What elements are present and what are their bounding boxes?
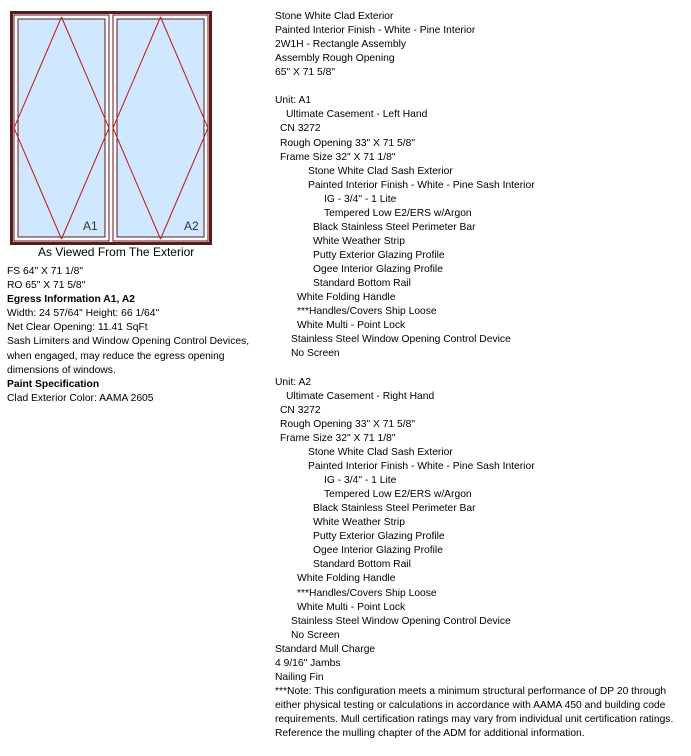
unit-type: Ultimate Casement - Left Hand [286, 109, 428, 121]
footer-line: Nailing Fin [275, 671, 324, 683]
unit-sash-interior: Painted Interior Finish - White - Pine Sash Interior [308, 460, 535, 472]
egress-heading: Egress Information A1, A2 [7, 294, 135, 306]
unit-lock: White Multi - Point Lock [297, 601, 406, 613]
unit-sash-exterior: Stone White Clad Sash Exterior [308, 446, 453, 458]
unit-screen: No Screen [291, 629, 340, 641]
unit-cn: CN 3272 [280, 404, 321, 416]
view-caption: As Viewed From The Exterior [38, 245, 195, 259]
unit-ext-glazing: Putty Exterior Glazing Profile [313, 250, 445, 262]
unit-frame-size: Frame Size 32" X 71 1/8" [280, 432, 396, 444]
glass-pane-a2 [117, 19, 204, 237]
unit-section-a1 [275, 94, 687, 361]
unit-ig: IG - 3/4" - 1 Lite [324, 193, 397, 205]
unit-glass: Tempered Low E2/ERS w/Argon [324, 489, 472, 501]
sash-a1 [14, 15, 109, 241]
rough-opening-line: RO 65" X 71 5/8" [7, 280, 86, 292]
unit-int-glazing: Ogee Interior Glazing Profile [313, 264, 443, 276]
structural-note: ***Note: This configuration meets a minimum structural performance of DP 20 through either physical testing or calculations in accordance with AAMA 450 and building code requirements. Mull certification ratings may vary from individual unit certification ratings. Reference the mulling chapter of the ADM for additional information. [275, 685, 674, 740]
unit-handle-note: ***Handles/Covers Ship Loose [297, 587, 437, 599]
unit-bottom-rail: Standard Bottom Rail [313, 559, 411, 571]
unit-type: Ultimate Casement - Right Hand [286, 390, 435, 402]
clad-exterior-color: Clad Exterior Color: AAMA 2605 [7, 392, 154, 404]
frame-size-line: FS 64" X 71 1/8" [7, 266, 83, 277]
unit-sash-interior: Painted Interior Finish - White - Pine Sash Interior [308, 179, 535, 191]
unit-int-glazing: Ogee Interior Glazing Profile [313, 545, 443, 557]
unit-sash-exterior: Stone White Clad Sash Exterior [308, 165, 453, 177]
unit-control-device: Stainless Steel Window Opening Control Device [291, 615, 511, 627]
window-elevation-drawing [10, 11, 212, 245]
spacer [275, 80, 687, 94]
unit-rough-opening: Rough Opening 33" X 71 5/8" [280, 418, 415, 430]
unit-label: Unit: A1 [275, 95, 312, 107]
unit-bottom-rail: Standard Bottom Rail [313, 278, 411, 290]
unit-section-a2 [275, 376, 687, 643]
footer-line: Standard Mull Charge [275, 643, 376, 655]
unit-weather-strip: White Weather Strip [313, 235, 405, 247]
unit-lock: White Multi - Point Lock [297, 320, 406, 332]
sash-label-a2: A2 [184, 219, 199, 233]
unit-glass: Tempered Low E2/ERS w/Argon [324, 207, 472, 219]
net-clear-opening: Net Clear Opening: 11.41 SqFt [7, 322, 148, 334]
right-spec-block [275, 10, 687, 741]
unit-frame-size: Frame Size 32" X 71 1/8" [280, 151, 396, 163]
unit-rough-opening: Rough Opening 33" X 71 5/8" [280, 137, 415, 149]
sash-label-a1: A1 [83, 219, 98, 233]
unit-perimeter-bar: Black Stainless Steel Perimeter Bar [313, 503, 476, 515]
header-line: 65" X 71 5/8" [275, 67, 335, 79]
unit-ext-glazing: Putty Exterior Glazing Profile [313, 531, 445, 543]
spacer [275, 362, 687, 376]
header-line: Painted Interior Finish - White - Pine Interior [275, 25, 476, 37]
glass-pane-a1 [18, 19, 105, 237]
unit-ig: IG - 3/4" - 1 Lite [324, 475, 397, 487]
egress-dimensions: Width: 24 57/64" Height: 66 1/64" [7, 308, 160, 320]
sash-a2 [113, 15, 208, 241]
unit-handle: White Folding Handle [297, 292, 396, 304]
unit-label: Unit: A2 [275, 376, 312, 388]
footer-line: 4 9/16" Jambs [275, 657, 341, 669]
unit-handle-note: ***Handles/Covers Ship Loose [297, 306, 437, 318]
unit-perimeter-bar: Black Stainless Steel Perimeter Bar [313, 221, 476, 233]
left-spec-block [7, 265, 269, 406]
unit-weather-strip: White Weather Strip [313, 517, 405, 529]
unit-screen: No Screen [291, 348, 340, 360]
unit-control-device: Stainless Steel Window Opening Control Device [291, 334, 511, 346]
unit-handle: White Folding Handle [297, 573, 396, 585]
unit-cn: CN 3272 [280, 123, 321, 135]
sash-limiter-note: Sash Limiters and Window Opening Control Devices, when engaged, may reduce the egress opening dimensions of windows. [7, 336, 250, 376]
header-line: 2W1H - Rectangle Assembly [275, 39, 407, 51]
header-line: Assembly Rough Opening [275, 53, 395, 65]
paint-spec-heading: Paint Specification [7, 378, 100, 390]
header-line: Stone White Clad Exterior [275, 11, 394, 22]
